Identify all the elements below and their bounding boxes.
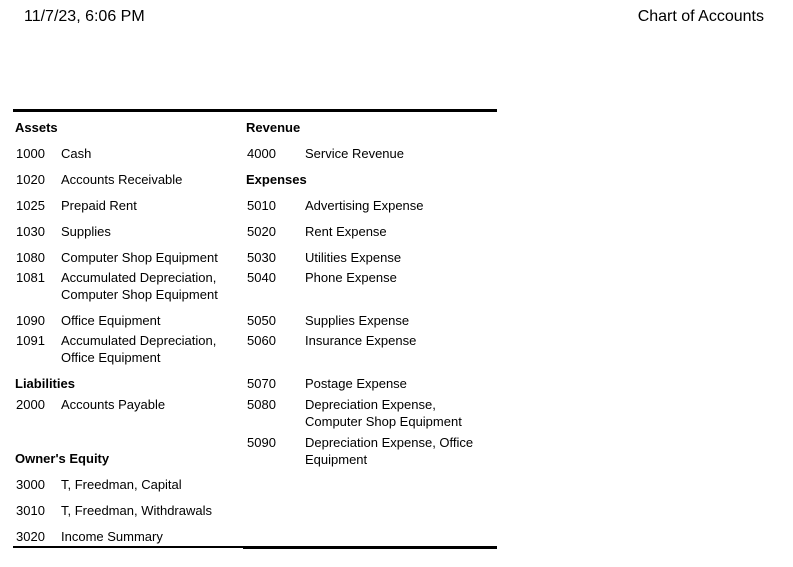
- account-name: Service Revenue: [305, 146, 404, 161]
- account-name-line2: Computer Shop Equipment: [305, 414, 462, 429]
- print-timestamp: 11/7/23, 6:06 PM: [24, 8, 145, 25]
- account-number: 1020: [16, 172, 45, 187]
- account-number: 1000: [16, 146, 45, 161]
- account-name: Insurance Expense: [305, 333, 417, 348]
- account-name: Accounts Receivable: [61, 172, 183, 187]
- account-number: 3020: [16, 529, 45, 544]
- account-number: 1025: [16, 198, 45, 213]
- table-top-rule: [13, 109, 497, 112]
- account-name: Computer Shop Equipment: [61, 250, 218, 265]
- account-name: Office Equipment: [61, 313, 161, 328]
- account-number: 5010: [247, 198, 276, 213]
- account-name-line2: Equipment: [305, 452, 368, 467]
- account-number: 1030: [16, 224, 45, 239]
- account-name: Phone Expense: [305, 270, 397, 285]
- account-number: 1091: [16, 333, 45, 348]
- section-heading-owners-equity: Owner's Equity: [15, 451, 110, 466]
- account-name: Utilities Expense: [305, 250, 402, 265]
- account-name-line2: Office Equipment: [61, 350, 161, 365]
- account-name-line1: Accumulated Depreciation,: [61, 270, 217, 285]
- account-name: Supplies: [61, 224, 111, 239]
- account-number: 1081: [16, 270, 45, 285]
- table-bottom-rule-right: [243, 546, 497, 549]
- account-name-line1: Depreciation Expense,: [305, 397, 436, 412]
- account-number: 3010: [16, 503, 45, 518]
- table-bottom-rule-left: [13, 546, 243, 548]
- page-title: Chart of Accounts: [637, 8, 764, 25]
- account-name-line2: Computer Shop Equipment: [61, 287, 218, 302]
- account-name: Postage Expense: [305, 376, 407, 391]
- account-name: Cash: [61, 146, 92, 161]
- account-name: Rent Expense: [305, 224, 387, 239]
- account-name: Supplies Expense: [305, 313, 410, 328]
- section-heading-assets: Assets: [15, 120, 58, 135]
- section-heading-liabilities: Liabilities: [15, 376, 75, 391]
- account-number: 5040: [247, 270, 276, 285]
- account-number: 5060: [247, 333, 276, 348]
- account-number: 5020: [247, 224, 276, 239]
- account-number: 1090: [16, 313, 45, 328]
- section-heading-revenue: Revenue: [246, 120, 301, 135]
- account-name: Prepaid Rent: [61, 198, 137, 213]
- account-number: 5030: [247, 250, 276, 265]
- section-heading-expenses: Expenses: [246, 172, 307, 187]
- account-name: T, Freedman, Capital: [61, 477, 182, 492]
- account-name: Income Summary: [61, 529, 163, 544]
- account-number: 3000: [16, 477, 45, 492]
- account-name: Advertising Expense: [305, 198, 424, 213]
- account-name: Accounts Payable: [61, 397, 166, 412]
- account-number: 5090: [247, 435, 276, 450]
- account-number: 5050: [247, 313, 276, 328]
- account-number: 5070: [247, 376, 276, 391]
- account-name-line1: Accumulated Depreciation,: [61, 333, 217, 348]
- account-number: 5080: [247, 397, 276, 412]
- account-name-line1: Depreciation Expense, Office: [305, 435, 474, 450]
- account-number: 2000: [16, 397, 45, 412]
- account-number: 1080: [16, 250, 45, 265]
- account-number: 4000: [247, 146, 276, 161]
- account-name: T, Freedman, Withdrawals: [61, 503, 212, 518]
